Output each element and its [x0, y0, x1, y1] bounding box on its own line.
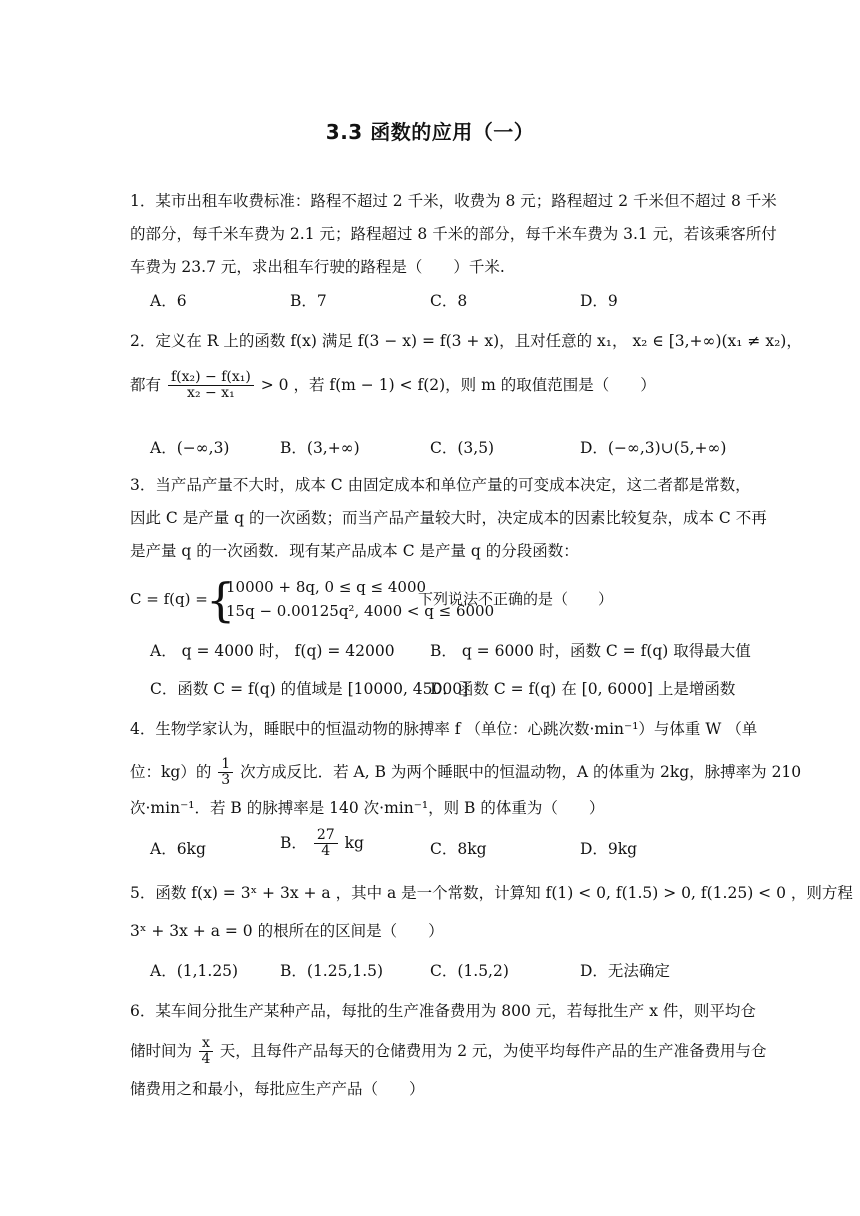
q4-option-d: D．9kg	[580, 840, 638, 858]
q4-option-b-denominator: 4	[321, 843, 331, 860]
q2-line-1: 2．定义在 R 上的函数 f(x) 满足 f(3 − x) = f(3 + x)，且对任意的 x₁， x₂ ∈ [3,+∞)(x₁ ≠ x₂)，	[130, 332, 802, 350]
q4-option-b-fraction	[314, 828, 338, 860]
q1-line-1: 1．某市出租车收费标准：路程不超过 2 千米，收费为 8 元；路程超过 2 千米但不超过 8 千米	[130, 192, 777, 210]
q3-option-d: D．函数 C = f(q) 在 [0, 6000] 上是增函数	[430, 680, 736, 698]
q3-formula-piece-1: 10000 + 8q, 0 ≤ q ≤ 4000	[226, 578, 427, 596]
q6-line-2	[130, 1035, 767, 1068]
q3-line-1: 3．当产品产量不大时，成本 C 由固定成本和单位产量的可变成本决定，这二者都是常数，	[130, 476, 751, 494]
q4-line-1: 4．生物学家认为，睡眠中的恒温动物的脉搏率 f （单位：心跳次数·min⁻¹）与体重 W （单	[130, 720, 758, 738]
q3-option-c: C．函数 C = f(q) 的值域是 [10000, 45000]	[150, 680, 469, 698]
q2-option-a: A．(−∞,3)	[150, 439, 230, 457]
q2-option-b: B．(3,+∞)	[280, 439, 360, 457]
q1-option-d: D．9	[580, 292, 618, 310]
q3-option-b: B． q = 6000 时，函数 C = f(q) 取得最大值	[430, 642, 751, 660]
q1-option-c: C．8	[430, 292, 468, 310]
q3-option-a: A． q = 4000 时， f(q) = 42000	[150, 642, 395, 660]
q3-formula-piece-2: 15q − 0.00125q², 4000 < q ≤ 6000	[226, 602, 495, 620]
q2-fraction-denominator: x₂ − x₁	[187, 385, 235, 402]
q3-line-2: 因此 C 是产量 q 的一次函数；而当产品产量较大时，决定成本的因素比较复杂，成本 C 不再	[130, 509, 767, 527]
q6-fraction	[199, 1036, 213, 1068]
q4-line-2	[130, 756, 802, 789]
q2-line-2-suffix: > 0 ，若 f(m − 1) < f(2)，则 m 的取值范围是（ ）	[260, 375, 656, 394]
q5-option-a: A．(1,1.25)	[150, 962, 239, 980]
q4-line-2-prefix: 位：kg）的	[130, 762, 212, 781]
q2-option-c: C．(3,5)	[430, 439, 495, 457]
q4-fraction	[218, 757, 233, 789]
q5-option-d: D．无法确定	[580, 962, 670, 980]
q6-line-2-suffix: 天，且每件产品每天的仓储费用为 2 元，为使平均每件产品的生产准备费用与仓	[219, 1041, 767, 1060]
q5-line-1: 5．函数 f(x) = 3ˣ + 3x + a ，其中 a 是一个常数，计算知 f(1) < 0, f(1.5) > 0, f(1.25) < 0 ，则方程	[130, 884, 853, 902]
q4-option-b	[280, 828, 364, 860]
q4-option-b-prefix: B．	[280, 833, 307, 852]
q2-line-2	[130, 370, 730, 402]
q1-line-2: 的部分，每千米车费为 2.1 元；路程超过 8 千米的部分，每千米车费为 3.1 元，若该乘客所付	[130, 225, 777, 243]
page-title: 3.3 函数的应用（一）	[325, 120, 535, 144]
q6-fraction-denominator: 4	[201, 1051, 211, 1068]
q3-formula-tail: 下列说法不正确的是（ ）	[418, 590, 614, 608]
q4-option-b-suffix: kg	[344, 833, 364, 852]
q6-fraction-numerator: x	[199, 1036, 213, 1052]
q1-option-b: B．7	[290, 292, 327, 310]
q4-fraction-numerator: 1	[218, 757, 233, 773]
q6-line-3: 储费用之和最小，每批应生产产品（ ）	[130, 1080, 425, 1098]
q4-option-b-numerator: 27	[314, 828, 338, 844]
q4-option-a: A．6kg	[150, 840, 206, 858]
q4-line-2-suffix: 次方成反比．若 A, B 为两个睡眠中的恒温动物，A 的体重为 2kg，脉搏率为 210	[240, 762, 802, 781]
q4-fraction-denominator: 3	[221, 772, 231, 789]
q5-line-2: 3ˣ + 3x + a = 0 的根所在的区间是（ ）	[130, 922, 444, 940]
q3-formula-lhs: C = f(q) =	[130, 590, 208, 608]
q3-line-3: 是产量 q 的一次函数．现有某产品成本 C 是产量 q 的分段函数：	[130, 542, 579, 560]
q2-option-d: D．(−∞,3)∪(5,+∞)	[580, 439, 727, 457]
q4-line-3: 次·min⁻¹．若 B 的脉搏率是 140 次·min⁻¹，则 B 的体重为（ ）	[130, 799, 605, 817]
q5-option-b: B．(1.25,1.5)	[280, 962, 384, 980]
q5-option-c: C．(1.5,2)	[430, 962, 509, 980]
q6-line-2-prefix: 储时间为	[130, 1041, 193, 1060]
q2-line-2-prefix: 都有	[130, 375, 162, 394]
q1-line-3: 车费为 23.7 元，求出租车行驶的路程是（ ）千米.	[130, 258, 505, 276]
q4-option-c: C．8kg	[430, 840, 487, 858]
q1-option-a: A．6	[150, 292, 187, 310]
q2-fraction-numerator: f(x₂) − f(x₁)	[168, 370, 254, 386]
q3-formula-brace: {	[206, 573, 236, 627]
q6-line-1: 6．某车间分批生产某种产品，每批的生产准备费用为 800 元，若每批生产 x 件，则平均仓	[130, 1002, 756, 1020]
q2-fraction	[168, 370, 254, 402]
